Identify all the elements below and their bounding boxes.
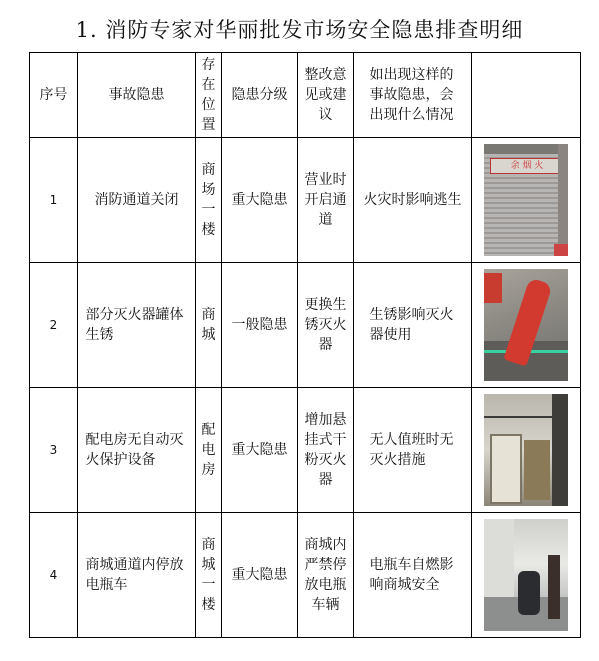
table-row xyxy=(30,263,581,388)
row-advice: 商城内严禁停放电瓶车辆 xyxy=(298,513,354,638)
page-title: 1. 消防专家对华丽批发市场安全隐患排查明细 xyxy=(75,18,524,42)
row-level: 重大隐患 xyxy=(222,513,298,638)
row-consequence: 无人值班时无灭火措施 xyxy=(354,388,472,513)
table-row xyxy=(30,388,581,513)
row-level: 重大隐患 xyxy=(222,388,298,513)
row-photo xyxy=(472,138,581,263)
row-level: 一般隐患 xyxy=(222,263,298,388)
row-advice: 增加悬挂式干粉灭火器 xyxy=(298,388,354,513)
header-level: 隐患分级 xyxy=(222,53,298,138)
table-row xyxy=(30,513,581,638)
row-location: 配电房 xyxy=(196,388,222,513)
header-no: 序号 xyxy=(30,53,78,138)
corridor-photo xyxy=(484,519,568,631)
extinguisher-photo xyxy=(484,269,568,381)
table-row xyxy=(30,138,581,263)
shutter-photo: 余 烟 火 xyxy=(484,144,568,256)
row-consequence: 生锈影响灭火器使用 xyxy=(354,263,472,388)
header-hazard: 事故隐患 xyxy=(78,53,196,138)
header-consequence: 如出现这样的事故隐患，会出现什么情况 xyxy=(354,53,472,138)
row-no: 3 xyxy=(30,388,78,513)
row-consequence: 火灾时影响逃生 xyxy=(354,138,472,263)
row-location: 商城 xyxy=(196,263,222,388)
electrical-room-photo xyxy=(484,394,568,506)
row-no: 4 xyxy=(30,513,78,638)
row-hazard: 配电房无自动灭火保护设备 xyxy=(78,388,196,513)
row-no: 1 xyxy=(30,138,78,263)
header-location: 存在位置 xyxy=(196,53,222,138)
row-advice: 更换生锈灭火器 xyxy=(298,263,354,388)
row-photo xyxy=(472,263,581,388)
row-no: 2 xyxy=(30,263,78,388)
row-photo xyxy=(472,513,581,638)
row-location: 商城一楼 xyxy=(196,513,222,638)
hazard-table xyxy=(29,52,581,638)
row-level: 重大隐患 xyxy=(222,138,298,263)
row-location: 商场一楼 xyxy=(196,138,222,263)
row-hazard: 部分灭火器罐体生锈 xyxy=(78,263,196,388)
header-advice: 整改意见或建议 xyxy=(298,53,354,138)
row-consequence: 电瓶车自燃影响商城安全 xyxy=(354,513,472,638)
row-advice: 营业时开启通道 xyxy=(298,138,354,263)
row-hazard: 商城通道内停放电瓶车 xyxy=(78,513,196,638)
row-photo xyxy=(472,388,581,513)
header-photo xyxy=(472,53,581,138)
row-hazard: 消防通道关闭 xyxy=(78,138,196,263)
table-header-row xyxy=(30,53,581,138)
